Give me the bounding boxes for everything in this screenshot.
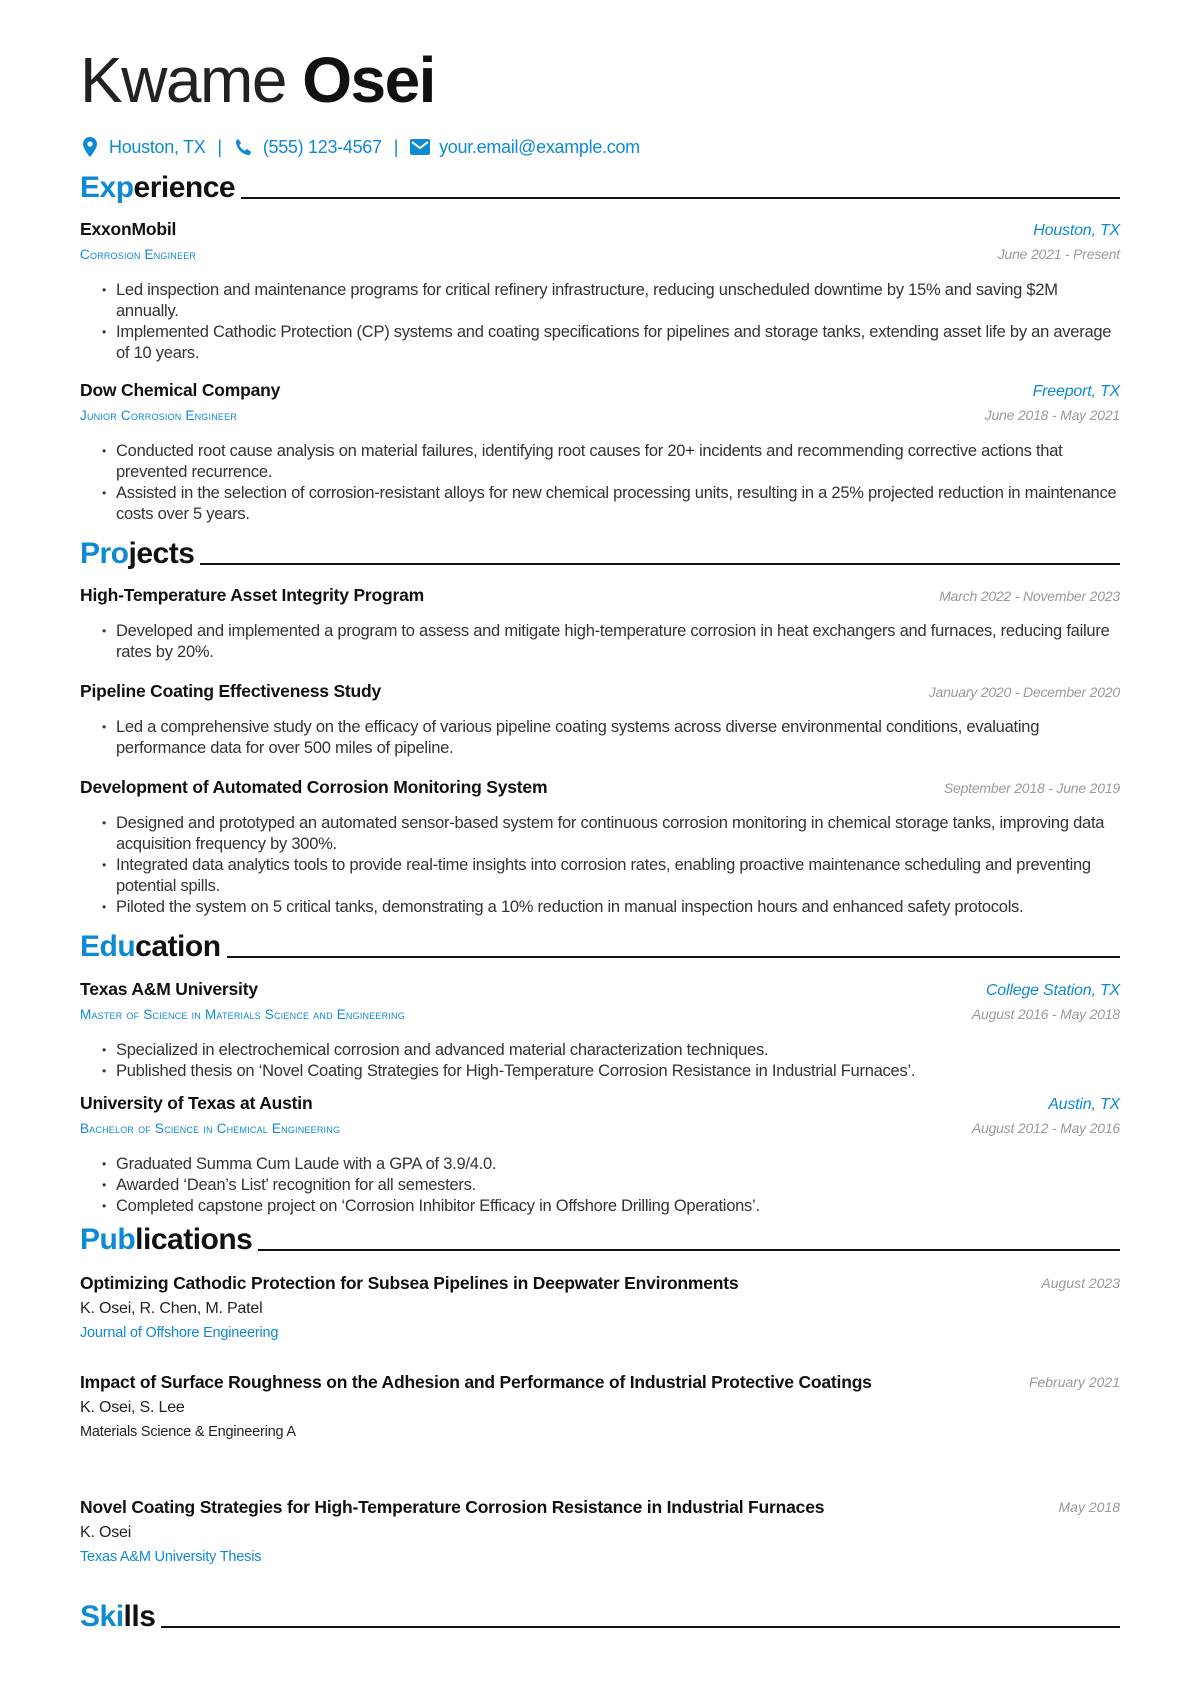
phone-icon xyxy=(234,137,254,157)
candidate-name xyxy=(80,40,1120,120)
bullet-item: • Awarded ‘Dean’s List’ recognition for all semesters. xyxy=(104,1175,1120,1196)
location-text: Houston, TX xyxy=(109,136,206,157)
bullet-list xyxy=(104,1040,1120,1082)
degree: Master of Science in Materials Science and Engineering xyxy=(80,1007,405,1022)
section-title-accent: Edu xyxy=(80,930,136,963)
project-name: Pipeline Coating Effectiveness Study xyxy=(80,681,382,701)
school-location: Austin, TX xyxy=(1048,1096,1120,1113)
bullet-item: • Completed capstone project on ‘Corrosion Inhibitor Efficacy in Offshore Drilling Operations’. xyxy=(104,1196,1120,1217)
section-title xyxy=(80,168,235,208)
section-title-rest: lls xyxy=(123,1600,156,1633)
bullet-list xyxy=(104,717,1120,759)
job-location: Freeport, TX xyxy=(1032,383,1120,400)
section-title-accent: Pub xyxy=(80,1223,136,1256)
bullet-item: • Assisted in the selection of corrosion-resistant alloys for new chemical processing units, resulting in a 25% projected reduction in maintenance costs over 5 years. xyxy=(104,483,1120,525)
project-name: High-Temperature Asset Integrity Program xyxy=(80,585,425,605)
school-location: College Station, TX xyxy=(985,982,1120,999)
company-name: Dow Chemical Company xyxy=(80,380,281,400)
publication-authors: K. Osei, S. Lee xyxy=(80,1399,185,1416)
education-dates: August 2016 - May 2018 xyxy=(971,1006,1120,1022)
school-name: Texas A&M University xyxy=(80,979,258,999)
email-link[interactable]: your.email@example.com xyxy=(439,136,640,157)
section-title-accent: Exp xyxy=(80,171,134,204)
section-title-rest: lications xyxy=(135,1223,253,1256)
contact-info xyxy=(80,134,1120,160)
project-name: Development of Automated Corrosion Monitoring System xyxy=(80,777,548,797)
job-location: Houston, TX xyxy=(1033,222,1120,239)
section-heading-projects xyxy=(80,534,1120,574)
section-title-accent: Ski xyxy=(80,1600,124,1633)
project-entry xyxy=(80,775,1120,918)
section-title xyxy=(80,927,221,967)
section-heading-publications xyxy=(80,1220,1120,1260)
school-name: University of Texas at Austin xyxy=(80,1093,313,1113)
separator: | xyxy=(393,136,399,157)
section-title xyxy=(80,1597,155,1637)
project-dates: January 2020 - December 2020 xyxy=(928,684,1120,700)
bullet-item: • Led a comprehensive study on the efficacy of various pipeline coating systems across diverse environmental conditions, evaluating performance data for over 500 miles of pipeline. xyxy=(104,717,1120,759)
experience-entry xyxy=(80,378,1120,525)
section-heading-experience xyxy=(80,168,1120,208)
first-name: Kwame xyxy=(80,44,286,116)
bullet-list xyxy=(104,621,1120,663)
bullet-item: • Developed and implemented a program to assess and mitigate high-temperature corrosion in heat exchangers and furnaces, reducing failure rates by 20%. xyxy=(104,621,1120,663)
publication-date: August 2023 xyxy=(1041,1275,1120,1291)
project-entry xyxy=(80,679,1120,759)
bullet-item: • Led inspection and maintenance programs for critical refinery infrastructure, reducing unscheduled downtime by 15% and saving $2M annually. xyxy=(104,280,1120,322)
project-entry xyxy=(80,583,1120,663)
section-title xyxy=(80,534,194,574)
section-title xyxy=(80,1220,252,1260)
section-title-rest: jects xyxy=(128,537,195,570)
publication-entry xyxy=(80,1370,1120,1445)
publication-venue: Journal of Offshore Engineering xyxy=(80,1325,279,1341)
bullet-list xyxy=(104,280,1120,364)
bullet-item: • Published thesis on ‘Novel Coating Strategies for High-Temperature Corrosion Resistance in Industrial Furnaces’. xyxy=(104,1061,1120,1082)
company-name: ExxonMobil xyxy=(80,219,177,239)
envelope-icon xyxy=(410,137,430,157)
education-entry xyxy=(80,1091,1120,1217)
publication-venue: Materials Science & Engineering A xyxy=(80,1424,296,1440)
bullet-item: • Integrated data analytics tools to provide real-time insights into corrosion rates, enabling proactive maintenance scheduling and preventing potential spills. xyxy=(104,855,1120,897)
job-dates: June 2021 - Present xyxy=(997,246,1120,262)
section-title-accent: Pro xyxy=(80,537,129,570)
section-divider xyxy=(258,1249,1120,1251)
bullet-item: • Implemented Cathodic Protection (CP) systems and coating specifications for pipelines and storage tanks, extending asset life by an average of 10 years. xyxy=(104,322,1120,364)
publication-entry xyxy=(80,1495,1120,1570)
section-divider xyxy=(200,563,1120,565)
degree: Bachelor of Science in Chemical Engineering xyxy=(80,1121,341,1136)
publication-authors: K. Osei xyxy=(80,1524,132,1541)
experience-entry xyxy=(80,217,1120,364)
education-entry xyxy=(80,977,1120,1082)
section-divider xyxy=(161,1626,1120,1628)
section-title-rest: erience xyxy=(133,171,236,204)
publication-title: Optimizing Cathodic Protection for Subsea Pipelines in Deepwater Environments xyxy=(80,1273,739,1293)
bullet-item: • Graduated Summa Cum Laude with a GPA of 3.9/4.0. xyxy=(104,1154,1120,1175)
bullet-item: • Specialized in electrochemical corrosion and advanced material characterization techniques. xyxy=(104,1040,1120,1061)
bullet-list xyxy=(104,813,1120,918)
section-divider xyxy=(227,956,1120,958)
job-dates: June 2018 - May 2021 xyxy=(984,407,1120,423)
separator: | xyxy=(217,136,222,157)
publication-title: Novel Coating Strategies for High-Temperature Corrosion Resistance in Industrial Furnaces xyxy=(80,1497,825,1517)
publication-entry xyxy=(80,1271,1120,1346)
section-heading-education xyxy=(80,927,1120,967)
bullet-item: • Piloted the system on 5 critical tanks, demonstrating a 10% reduction in manual inspection hours and enhanced safety protocols. xyxy=(104,897,1120,918)
project-dates: March 2022 - November 2023 xyxy=(939,588,1120,604)
job-title: Junior Corrosion Engineer xyxy=(80,408,238,423)
project-dates: September 2018 - June 2019 xyxy=(943,780,1120,796)
last-name: Osei xyxy=(302,44,435,116)
publication-date: February 2021 xyxy=(1028,1374,1120,1390)
section-divider xyxy=(241,197,1120,199)
bullet-list xyxy=(104,441,1120,525)
publication-title: Impact of Surface Roughness on the Adhesion and Performance of Industrial Protective Coatings xyxy=(80,1372,872,1392)
phone-link[interactable]: (555) 123-4567 xyxy=(262,136,382,157)
section-heading-skills xyxy=(80,1597,1120,1637)
bullet-list xyxy=(104,1154,1120,1217)
job-title: Corrosion Engineer xyxy=(80,247,197,262)
publication-authors: K. Osei, R. Chen, M. Patel xyxy=(80,1300,263,1317)
section-title-rest: cation xyxy=(135,930,221,963)
map-pin-icon xyxy=(80,137,100,157)
bullet-item: • Designed and prototyped an automated sensor-based system for continuous corrosion monitoring in chemical storage tanks, improving data acquisition frequency by 300%. xyxy=(104,813,1120,855)
publication-date: May 2018 xyxy=(1058,1499,1120,1515)
publication-venue: Texas A&M University Thesis xyxy=(80,1549,262,1565)
bullet-item: • Conducted root cause analysis on material failures, identifying root causes for 20+ incidents and recommending corrective actions that prevented recurrence. xyxy=(104,441,1120,483)
education-dates: August 2012 - May 2016 xyxy=(971,1120,1120,1136)
